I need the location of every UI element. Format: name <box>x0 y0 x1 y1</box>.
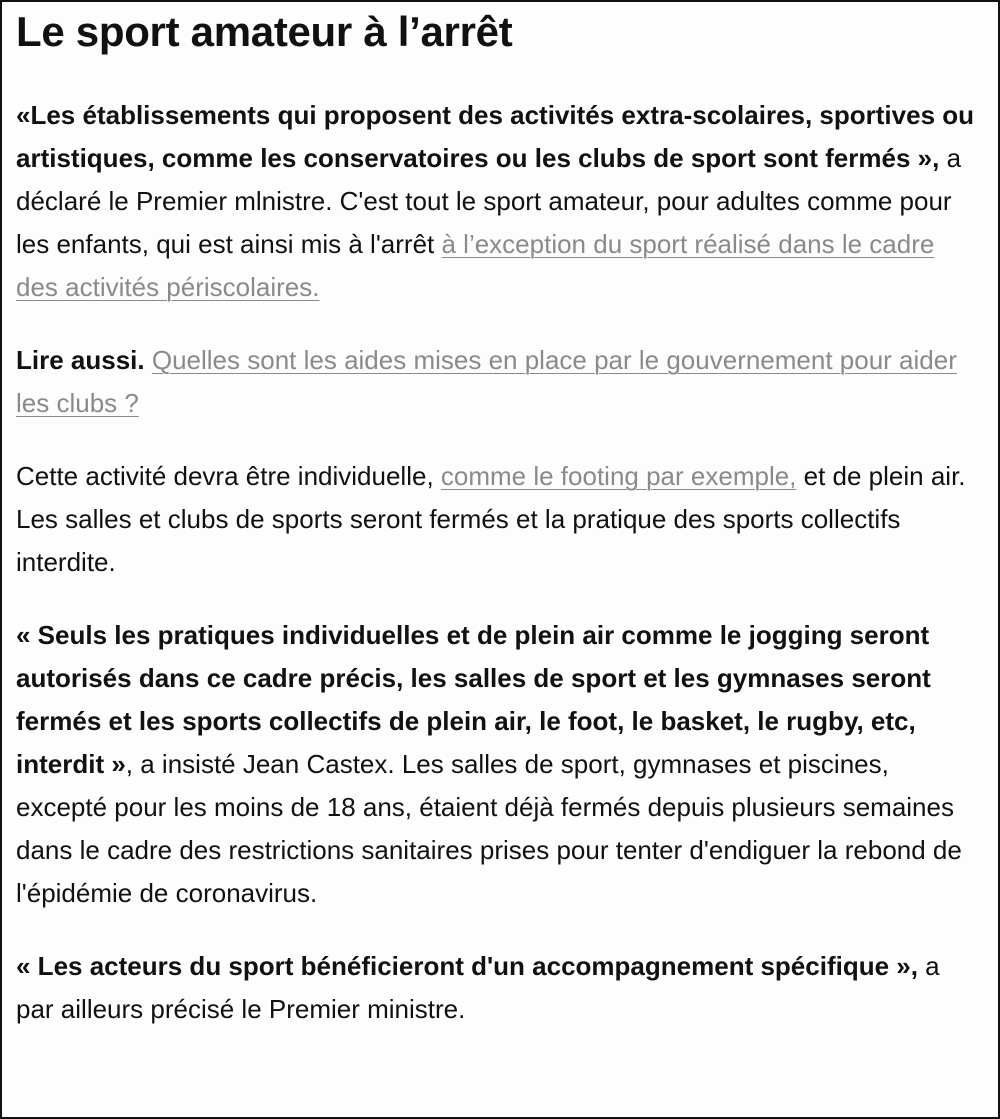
read-also <box>16 339 980 425</box>
link-aides-clubs[interactable]: Quelles sont les aides mises en place par le gouvernement pour aider les clubs ? <box>16 345 957 418</box>
paragraph-4 <box>16 614 980 915</box>
paragraph-3-text-before: Cette activité devra être individuelle, <box>16 461 441 491</box>
paragraph-5 <box>16 945 980 1031</box>
paragraph-5-text: a par ailleurs précisé le Premier ministre. <box>16 951 940 1024</box>
paragraph-4-text: , a insisté Jean Castex. Les salles de sport, gymnases et piscines, excepté pour les moins de 18 ans, étaient déjà fermés depuis plusieurs semaines dans le cadre des restrictions sanitaires prises pour tenter d'endiguer la rebond de l'épidémie de coronavirus. <box>16 749 962 908</box>
article-title: Le sport amateur à l’arrêt <box>16 8 513 55</box>
paragraph-1-text: a déclaré le Premier mlnistre. C'est tout le sport amateur, pour adultes comme pour les enfants, qui est ainsi mis à l'arrêt <box>16 143 962 259</box>
quote-castex: « Seuls les pratiques individuelles et de plein air comme le jogging seront autorisés dans ce cadre précis, les salles de sport et les gymnases seront fermés et les sports collectifs de plein air, le foot, le basket, le rugby, etc, interdit » <box>16 620 931 779</box>
paragraph-3-text-after: et de plein air. Les salles et clubs de sports seront fermés et la pratique des sports collectifs interdite. <box>16 461 966 577</box>
quote-accompagnement: « Les acteurs du sport bénéficieront d'un accompagnement spécifique », <box>16 951 918 981</box>
paragraph-1 <box>16 94 980 309</box>
read-also-label: Lire aussi. <box>16 345 145 375</box>
link-footing[interactable]: comme le footing par exemple, <box>440 461 797 491</box>
quote-establishments: «Les établissements qui proposent des activités extra-scolaires, sportives ou artistiques, comme les conservatoires ou les clubs de sport sont fermés », <box>16 100 975 173</box>
link-periscolaire[interactable]: à l’exception du sport réalisé dans le cadre des activités périscolaires. <box>16 229 935 302</box>
paragraph-3 <box>16 455 980 584</box>
article-content <box>16 6 980 1031</box>
